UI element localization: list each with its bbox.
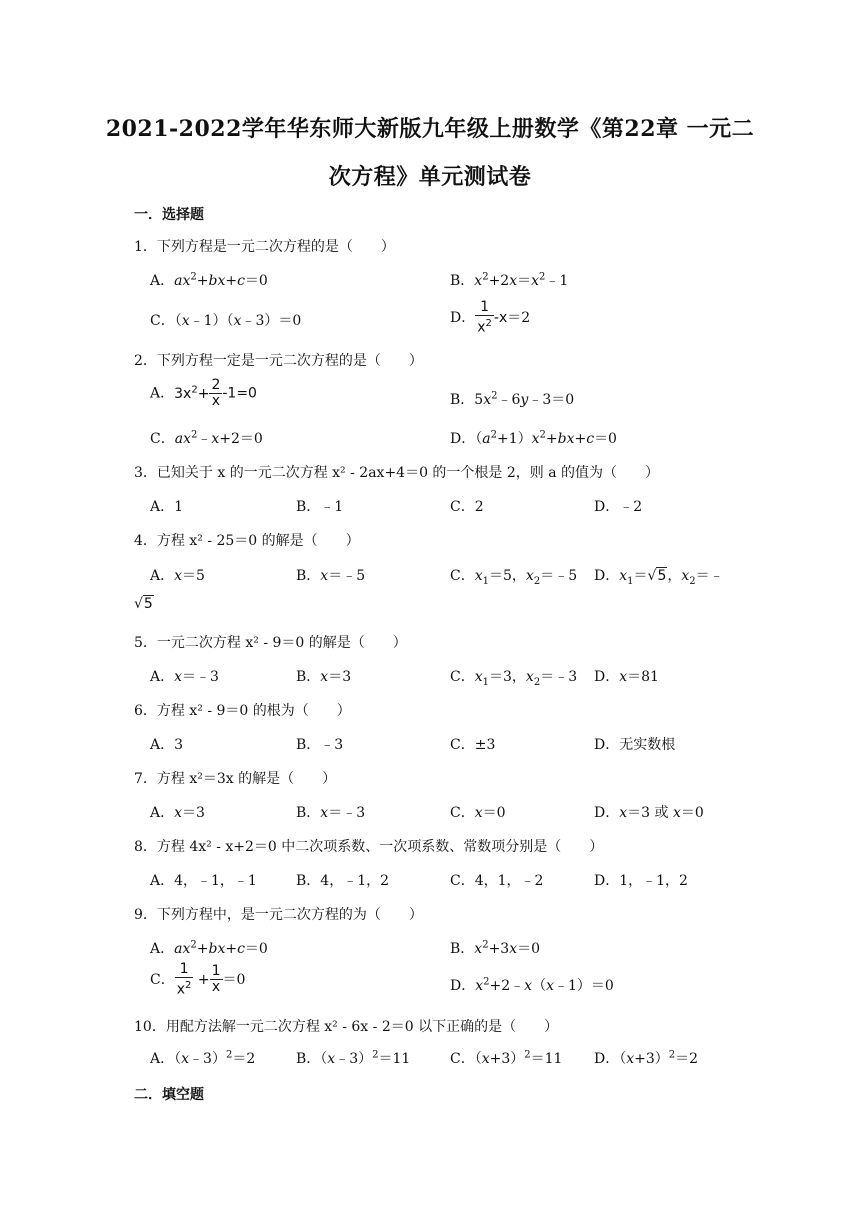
q6-option-a: A．3 — [150, 737, 184, 753]
title-line-1: 2021-2022学年华东师大新版九年级上册数学《第22章 一元二 — [105, 116, 755, 142]
q4-option-d-continued — [134, 596, 154, 612]
q3-option-c: C．2 — [450, 499, 484, 515]
q3-option-a: A．1 — [150, 499, 184, 515]
q7-option-b: B．x＝﹣3 — [296, 805, 366, 821]
question-2: 2．下列方程一定是一元二次方程的是（ ） — [134, 353, 423, 369]
title-line-2: 次方程》单元测试卷 — [328, 164, 532, 190]
q4-option-a: A．x＝5 — [150, 568, 205, 584]
sqrt-5: √5 — [134, 596, 153, 612]
q4-option-d: D．$x_1=√5$，$x_2=﹣$ — [594, 568, 724, 587]
q7-option-a: A．x＝3 — [150, 805, 205, 821]
q3-option-d: D．﹣2 — [594, 499, 643, 515]
q5-option-b: B．x＝3 — [296, 669, 352, 685]
question-5: 5．一元二次方程 x² - 9＝0 的解是（ ） — [134, 635, 407, 651]
q2-option-c: C．$ax^2﹣x+2=0$ — [150, 429, 263, 447]
q5-option-c: C．$x_1=3$，$x_2=﹣3$ — [450, 669, 578, 688]
q6-option-c: C．±3 — [450, 737, 496, 753]
q1-option-b: B．$x^2+2x=x^2﹣1$ — [450, 271, 569, 289]
q6-option-b: B．﹣3 — [296, 737, 344, 753]
fraction-1-over-x: $\frac{1}{x}$ — [211, 963, 221, 996]
question-1: 1．下列方程是一元二次方程的是（ ） — [134, 239, 395, 255]
q2-option-b: B．$5x^2﹣6y﹣3=0$ — [450, 390, 575, 408]
q8-option-a: A．4，﹣1，﹣1 — [150, 873, 257, 889]
q9-option-a: A．$ax^2+bx+c=0$ — [150, 939, 268, 957]
fraction-2-over-x: $\frac{2}{x}$ — [211, 377, 221, 409]
q7-option-c: C．x＝0 — [450, 805, 506, 821]
q9-option-c: C． $\frac{1}{x^2}$ + $\frac{1}{x}$ ＝0 — [150, 961, 246, 998]
q5-option-d: D．x＝81 — [594, 669, 659, 685]
q8-option-b: B．4，﹣1，2 — [296, 873, 390, 889]
question-8: 8．方程 4x² - x+2＝0 中二次项系数、一次项系数、常数项分别是（ ） — [134, 839, 604, 855]
q4-option-c: C．$x_1=5$，$x_2=﹣5$ — [450, 568, 578, 587]
q10-option-d: D．$(x+3)^2=2$ — [594, 1049, 699, 1067]
q1-option-d: D． $\frac{1}{x^2}$ -x＝2 — [450, 299, 531, 336]
q5-option-a: A．x＝﹣3 — [150, 669, 219, 685]
q3-option-b: B．﹣1 — [296, 499, 344, 515]
q9-option-d: D．$x^2+2﹣x(x﹣1)=0$ — [450, 976, 614, 994]
question-10: 10．用配方法解一元二次方程 x² - 6x - 2＝0 以下正确的是（ ） — [134, 1019, 559, 1035]
q2-option-a: A．$3x^2+$ $\frac{2}{x}$ -1=0 — [150, 377, 257, 409]
q1-option-a: A．$ax^2+bx+c=0$ — [150, 271, 268, 289]
section-choice: 一．选择题 — [134, 207, 204, 223]
fraction-1-over-x2: $\frac{1}{x^2}$ — [176, 961, 192, 998]
q8-option-c: C．4，1，﹣2 — [450, 873, 544, 889]
q9-option-b: B．$x^2+3x=0$ — [450, 939, 541, 957]
q8-option-d: D．1，﹣1，2 — [594, 873, 688, 889]
question-7: 7．方程 x²＝3x 的解是（ ） — [134, 771, 337, 787]
q4-option-b: B．x＝﹣5 — [296, 568, 366, 584]
section-fill-in: 二．填空题 — [134, 1087, 204, 1103]
question-3: 3．已知关于 x 的一元二次方程 x² - 2ax+4＝0 的一个根是 2，则 a 的值为（ ） — [134, 465, 660, 481]
q2-option-d: D．$(a^2+1)x^2+bx+c=0$ — [450, 429, 617, 447]
question-9: 9．下列方程中，是一元二次方程的为（ ） — [134, 907, 423, 923]
q10-option-a: A．（x﹣3）$^2$＝2 — [150, 1049, 256, 1067]
question-4: 4．方程 x² - 25＝0 的解是（ ） — [134, 533, 360, 549]
q6-option-d: D．无实数根 — [594, 737, 676, 753]
sqrt-5: √5 — [647, 568, 667, 584]
q1-option-c: C．（x﹣1）（x﹣3）＝0 — [150, 313, 302, 329]
fraction-1-over-x2: $\frac{1}{x^2}$ — [477, 299, 492, 336]
q7-option-d: D．x＝3 或 x＝0 — [594, 805, 704, 821]
q10-option-c: C．$(x+3)^2=11$ — [450, 1049, 563, 1067]
question-6: 6．方程 x² - 9＝0 的根为（ ） — [134, 703, 351, 719]
q10-option-b: B．（x﹣3）$^2$＝11 — [296, 1049, 411, 1067]
